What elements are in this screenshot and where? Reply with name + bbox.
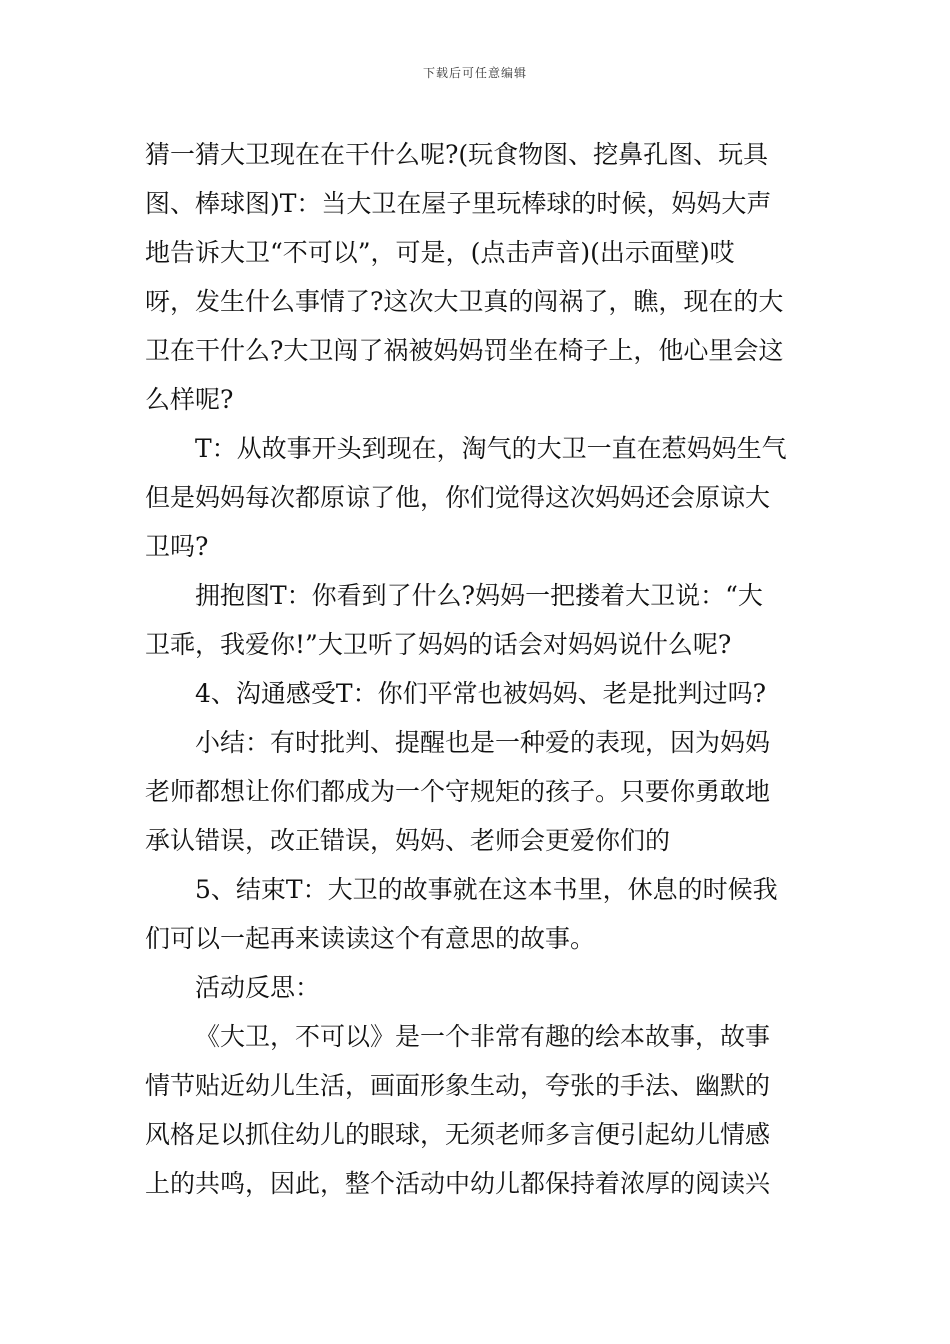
text-line: 卫在干什么?大卫闯了祸被妈妈罚坐在椅子上，他心里会这: [145, 336, 784, 365]
text-line: 上的共鸣，因此，整个活动中幼儿都保持着浓厚的阅读兴: [145, 1169, 771, 1198]
text-line: 卫乖，我爱你!”大卫听了妈妈的话会对妈妈说什么呢?: [145, 630, 732, 659]
page-header: 下载后可任意编辑: [422, 66, 527, 80]
text-line: 承认错误，改正错误，妈妈、老师会更爱你们的: [145, 826, 671, 855]
paragraph-2: [145, 424, 807, 571]
text-line: 《大卫，不可以》是一个非常有趣的绘本故事，故事: [195, 1022, 771, 1051]
text-line: 拥抱图T：你看到了什么?妈妈一把搂着大卫说：“大: [195, 581, 763, 610]
text-line: 情节贴近幼儿生活，画面形象生动，夸张的手法、幽默的: [145, 1071, 771, 1100]
paragraph-6: [145, 865, 807, 963]
paragraph-3: [145, 571, 807, 669]
paragraph-8: [145, 1012, 807, 1208]
text-line: 小结：有时批判、提醒也是一种爱的表现，因为妈妈: [195, 728, 771, 757]
text-line: 风格足以抓住幼儿的眼球，无须老师多言便引起幼儿情感: [145, 1120, 771, 1149]
text-line: 图、棒球图)T：当大卫在屋子里玩棒球的时候，妈妈大声: [145, 189, 772, 218]
paragraph-5: [145, 718, 807, 865]
text-line: 卫吗?: [145, 532, 209, 561]
text-line: 猜一猜大卫现在在干什么呢?(玩食物图、挖鼻孔图、玩具: [145, 140, 769, 169]
section-heading: 活动反思：: [195, 973, 321, 1002]
text-line: T：从故事开头到现在，淘气的大卫一直在惹妈妈生气: [195, 434, 787, 463]
text-line: 呀，发生什么事情了?这次大卫真的闯祸了，瞧，现在的大: [145, 287, 784, 316]
text-line: 么样呢?: [145, 385, 234, 414]
document-body: [145, 130, 807, 1208]
text-line: 老师都想让你们都成为一个守规矩的孩子。只要你勇敢地: [145, 777, 771, 806]
text-line: 5、结束T：大卫的故事就在这本书里，休息的时候我: [195, 875, 778, 904]
text-line: 但是妈妈每次都原谅了他，你们觉得这次妈妈还会原谅大: [145, 483, 771, 512]
text-line: 们可以一起再来读读这个有意思的故事。: [145, 924, 596, 953]
paragraph-4: [145, 669, 807, 718]
text-line: 4、沟通感受T：你们平常也被妈妈、老是批判过吗?: [195, 679, 766, 708]
paragraph-7-heading: [145, 963, 807, 1012]
text-line: 地告诉大卫“不可以”，可是，(点击声音)(出示面壁)哎: [145, 238, 735, 267]
paragraph-1: [145, 130, 807, 424]
